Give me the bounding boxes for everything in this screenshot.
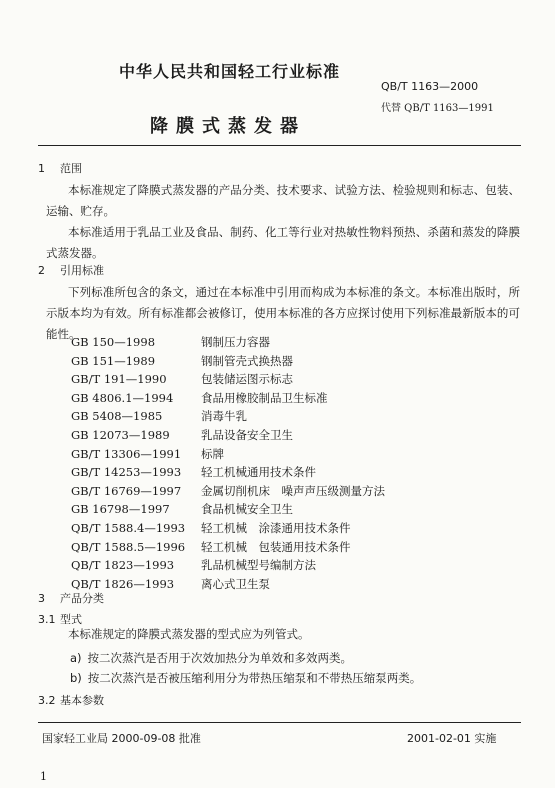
reference-title: 轻工机械 包装通用技术条件	[201, 539, 351, 554]
approval-date: 国家轻工业局 2000-09-08 批准	[42, 732, 201, 745]
reference-code: GB 12073—1989	[71, 427, 170, 442]
section-number: 3	[38, 592, 45, 605]
list-item	[71, 500, 385, 519]
list-item	[71, 407, 385, 426]
reference-code: GB/T 14253—1993	[71, 465, 182, 480]
list-item	[71, 482, 385, 501]
list-item	[71, 333, 385, 352]
list-item	[71, 389, 385, 408]
section-title: 产品分类	[60, 592, 104, 605]
section-number: 2	[38, 264, 45, 277]
footer-rule	[38, 722, 521, 723]
reference-code: QB/T 1826—1993	[71, 576, 175, 591]
reference-code: GB 151—1989	[71, 353, 156, 368]
reference-title: 钢制压力容器	[201, 335, 270, 349]
reference-code: GB/T 16769—1997	[71, 483, 182, 498]
section-number: 1	[38, 162, 45, 175]
reference-title: 食品机械安全卫生	[201, 502, 293, 517]
paragraph-type-intro: 本标准规定的降膜式蒸发器的型式应为列管式。	[68, 627, 310, 641]
document-title: 降膜式蒸发器	[150, 116, 306, 137]
section-number: 3.2	[38, 694, 56, 707]
list-item	[70, 670, 421, 686]
section-number: 3.1	[38, 613, 56, 626]
reference-code: GB 5408—1985	[71, 409, 163, 424]
effective-date: 2001-02-01 实施	[407, 732, 497, 745]
standard-number: QB/T 1163—2000	[381, 80, 479, 93]
reference-code: QB/T 1588.4—1993	[71, 520, 186, 535]
reference-code: GB 16798—1997	[71, 502, 170, 517]
section-heading-parameters	[38, 692, 104, 708]
page-number: 1	[40, 770, 47, 783]
standard-org-title: 中华人民共和国轻工行业标准	[119, 62, 341, 81]
section-title: 范围	[60, 162, 82, 175]
paragraph-scope-2: 本标准适用于乳品工业及食品、制药、化工等行业对热敏性物料预热、杀菌和蒸发的降膜式蒸发器。	[46, 225, 520, 260]
reference-title: 包装储运图示标志	[201, 372, 293, 387]
paragraph-scope-1: 本标准规定了降膜式蒸发器的产品分类、技术要求、试验方法、检验规则和标志、包装、运输、贮存。	[46, 183, 520, 218]
header-rule	[38, 145, 521, 146]
section-heading-scope	[38, 160, 82, 176]
list-item	[70, 650, 352, 666]
paragraph-references-intro: 下列标准所包含的条文，通过在本标准中引用而构成为本标准的条文。本标准出版时，所示版本均为有效。所有标准都会被修订，使用本标准的各方应探讨使用下列标准最新版本的可能性。	[46, 285, 520, 341]
list-item	[71, 352, 385, 371]
reference-code: GB/T 13306—1991	[71, 446, 182, 461]
list-item	[71, 370, 385, 389]
reference-title: 消毒牛乳	[201, 409, 247, 424]
reference-title: 金属切削机床 噪声声压级测量方法	[201, 483, 385, 498]
item-marker: b)	[70, 671, 82, 685]
reference-code: QB/T 1823—1993	[71, 558, 175, 573]
list-item	[71, 538, 385, 557]
reference-code: GB 4806.1—1994	[71, 390, 174, 405]
item-marker: a)	[70, 651, 82, 665]
list-item	[71, 445, 385, 464]
section-title: 型式	[60, 613, 82, 626]
list-item	[71, 575, 385, 594]
section-title: 基本参数	[60, 694, 104, 707]
replaces-standard: 代替 QB/T 1163—1991	[381, 103, 494, 114]
reference-list	[71, 333, 385, 593]
reference-title: 轻工机械 涂漆通用技术条件	[201, 520, 351, 535]
reference-title: 乳品设备安全卫生	[201, 427, 293, 442]
item-text: 按二次蒸汽是否用于次效加热分为单效和多效两类。	[87, 651, 353, 665]
item-text: 按二次蒸汽是否被压缩利用分为带热压缩泵和不带热压缩泵两类。	[87, 671, 422, 685]
reference-title: 轻工机械通用技术条件	[201, 465, 316, 480]
list-item	[71, 519, 385, 538]
reference-title: 离心式卫生泵	[201, 576, 270, 591]
section-heading-classification	[38, 590, 104, 606]
reference-title: 食品用橡胶制品卫生标准	[201, 390, 328, 405]
reference-code: QB/T 1588.5—1996	[71, 539, 186, 554]
list-item	[71, 463, 385, 482]
reference-code: GB/T 191—1990	[71, 372, 167, 387]
reference-code: GB 150—1998	[71, 335, 156, 349]
reference-title: 钢制管壳式换热器	[201, 353, 293, 368]
list-item	[71, 426, 385, 445]
section-title: 引用标准	[60, 264, 104, 277]
list-item	[71, 556, 385, 575]
reference-title: 乳品机械型号编制方法	[201, 558, 316, 573]
reference-title: 标牌	[201, 446, 224, 461]
section-heading-references	[38, 262, 104, 278]
